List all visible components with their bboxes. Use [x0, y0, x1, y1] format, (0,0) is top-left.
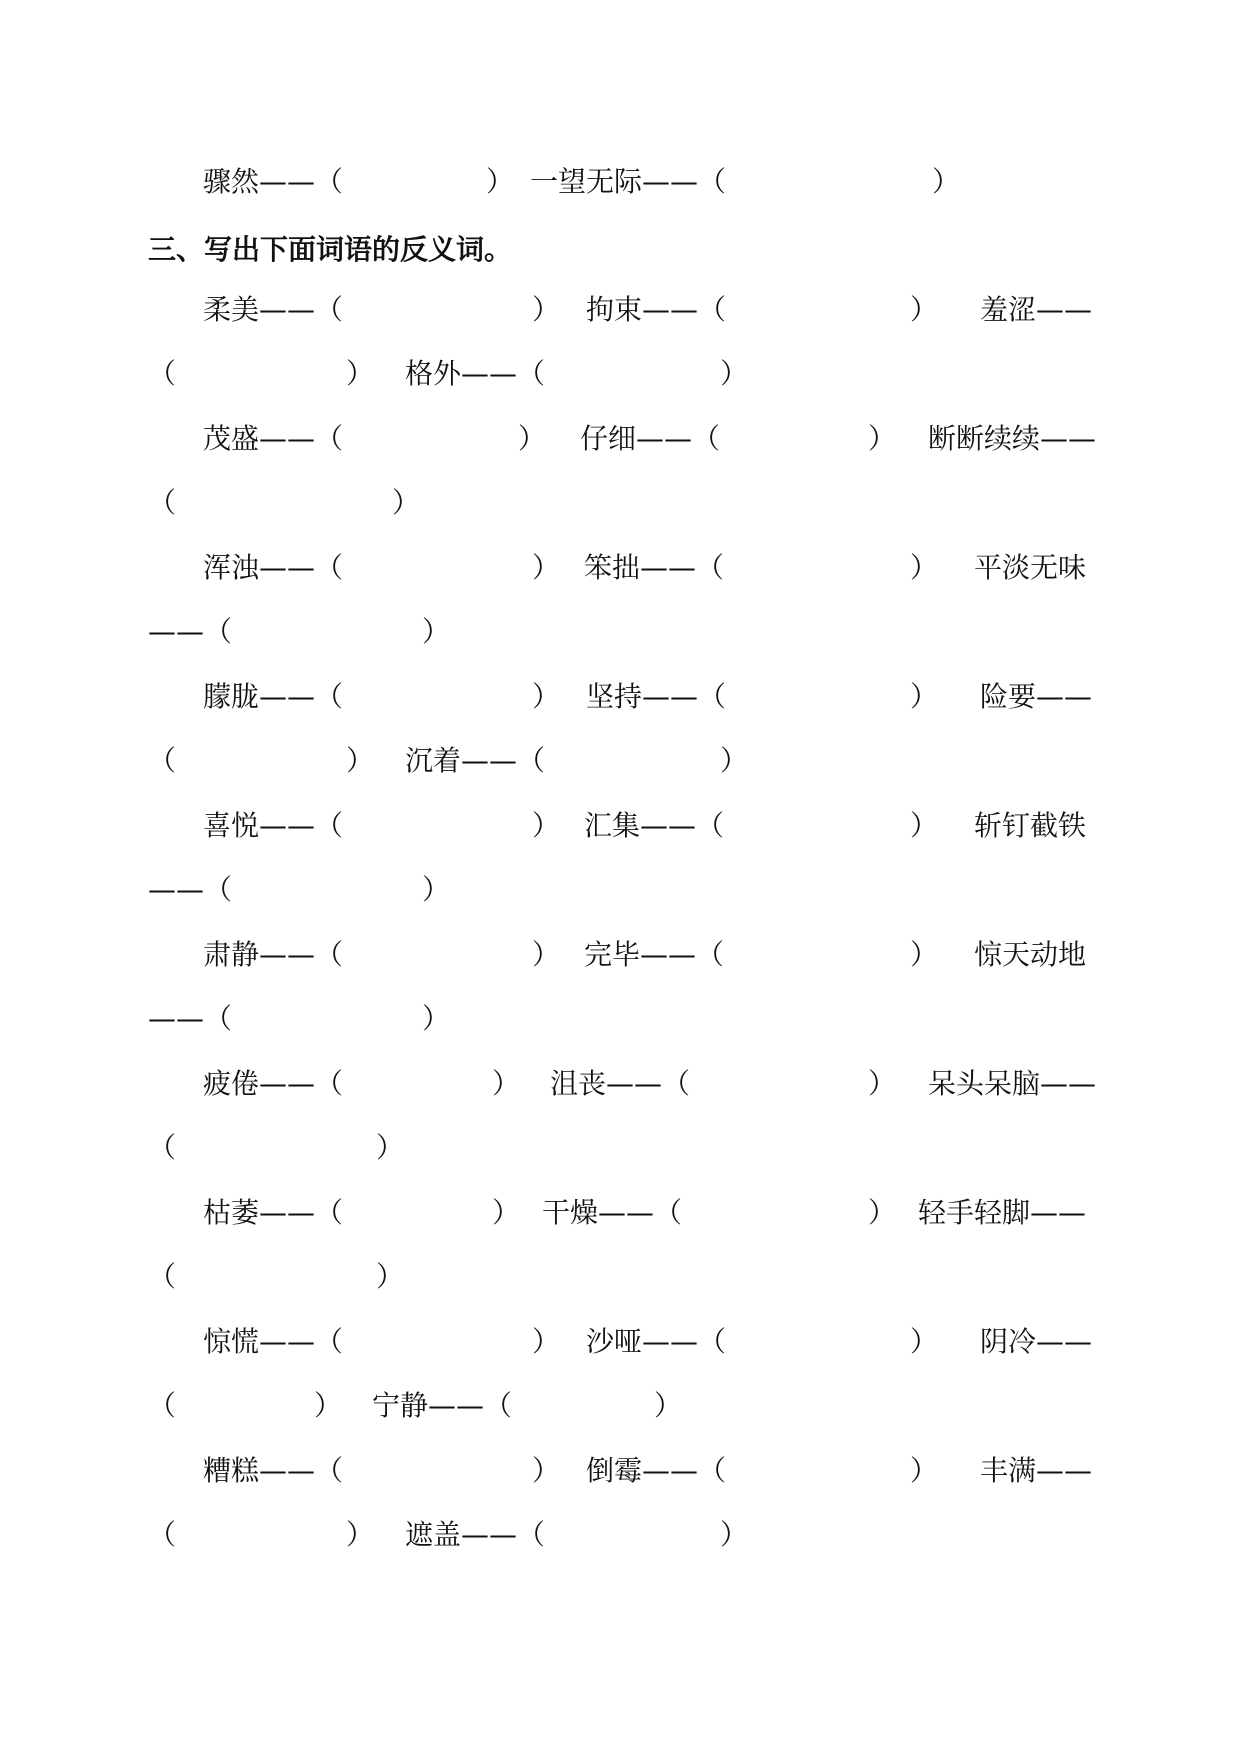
paren-close: ）	[868, 422, 897, 455]
word-entry: ——（	[148, 615, 233, 648]
row-line-a	[0, 1451, 1241, 1491]
paren-close: ）	[868, 1067, 897, 1100]
row-line-a	[0, 419, 1241, 459]
word-entry: 浑浊——（	[203, 551, 344, 584]
paren-close: ）	[532, 551, 561, 584]
paren-close: ）	[532, 1454, 561, 1487]
paren-close: ）	[910, 938, 939, 971]
word-entry: 茂盛——（	[203, 422, 344, 455]
paren-close: ）	[532, 1325, 561, 1358]
word-entry: 断断续续——	[928, 422, 1097, 455]
word-entry: 喜悦——（	[203, 809, 344, 842]
word-entry: 柔美——（	[203, 293, 344, 326]
paren-close: ）	[910, 1454, 939, 1487]
paren-open: （	[148, 486, 177, 519]
paren-close: ）	[314, 1389, 343, 1422]
paren-close: ）	[910, 551, 939, 584]
paren-close: ）	[422, 1002, 451, 1035]
row-line-b	[0, 999, 1241, 1039]
row-line-b	[0, 1257, 1241, 1297]
paren-open: （	[148, 744, 177, 777]
paren-open: （	[148, 1260, 177, 1293]
word-entry: 呆头呆脑——	[928, 1067, 1097, 1100]
word-entry: 糟糕——（	[203, 1454, 344, 1487]
word-entry: ——（	[148, 1002, 233, 1035]
paren-close: ）	[376, 1260, 405, 1293]
word-entry: 格外——（	[405, 357, 546, 390]
word-entry: 拘束——（	[586, 293, 727, 326]
section-heading: 三、写出下面词语的反义词。	[148, 233, 513, 266]
paren-close: ）	[346, 1518, 375, 1551]
row-line-a	[0, 935, 1241, 975]
row-line-b	[0, 483, 1241, 523]
paren-close: ）	[532, 293, 561, 326]
word-entry: 朦胧——（	[203, 680, 344, 713]
word-entry: ——（	[148, 873, 233, 906]
paren-close: ）	[422, 615, 451, 648]
top-line	[0, 162, 1241, 202]
paren-close: ）	[932, 165, 961, 198]
word-entry: 坚持——（	[586, 680, 727, 713]
paren-close: ）	[532, 680, 561, 713]
paren-close: ）	[532, 809, 561, 842]
word-entry: 一望无际——（	[530, 165, 727, 198]
word-entry: 汇集——（	[584, 809, 725, 842]
paren-open: （	[148, 1389, 177, 1422]
word-entry: 沮丧——（	[550, 1067, 691, 1100]
word-entry: 羞涩——	[980, 293, 1093, 326]
paren-close: ）	[720, 744, 749, 777]
word-entry: 沉着——（	[405, 744, 546, 777]
paren-close: ）	[492, 1196, 521, 1229]
word-entry: 轻手轻脚——	[918, 1196, 1087, 1229]
word-entry: 丰满——	[980, 1454, 1093, 1487]
row-line-b	[0, 741, 1241, 781]
paren-close: ）	[518, 422, 547, 455]
word-entry: 干燥——（	[542, 1196, 683, 1229]
paren-open: （	[148, 1131, 177, 1164]
word-entry: 骤然——（	[203, 165, 344, 198]
row-line-a	[0, 548, 1241, 588]
paren-close: ）	[654, 1389, 683, 1422]
row-line-b	[0, 1128, 1241, 1168]
paren-open: （	[148, 1518, 177, 1551]
row-line-b	[0, 354, 1241, 394]
word-entry: 疲倦——（	[203, 1067, 344, 1100]
paren-close: ）	[486, 165, 515, 198]
paren-open: （	[148, 357, 177, 390]
row-line-a	[0, 290, 1241, 330]
paren-close: ）	[346, 357, 375, 390]
word-entry: 倒霉——（	[586, 1454, 727, 1487]
paren-close: ）	[910, 809, 939, 842]
word-entry: 仔细——（	[580, 422, 721, 455]
word-entry: 沙哑——（	[586, 1325, 727, 1358]
paren-close: ）	[720, 357, 749, 390]
word-entry: 平淡无味	[974, 551, 1087, 584]
row-line-a	[0, 806, 1241, 846]
row-line-a	[0, 677, 1241, 717]
paren-close: ）	[492, 1067, 521, 1100]
word-entry: 枯萎——（	[203, 1196, 344, 1229]
paren-close: ）	[392, 486, 421, 519]
word-entry: 完毕——（	[584, 938, 725, 971]
paren-close: ）	[532, 938, 561, 971]
row-line-b	[0, 1515, 1241, 1555]
row-line-b	[0, 870, 1241, 910]
paren-close: ）	[910, 293, 939, 326]
word-entry: 肃静——（	[203, 938, 344, 971]
word-entry: 阴冷——	[980, 1325, 1093, 1358]
word-entry: 惊天动地	[974, 938, 1087, 971]
paren-close: ）	[346, 744, 375, 777]
paren-close: ）	[910, 680, 939, 713]
word-entry: 宁静——（	[372, 1389, 513, 1422]
word-entry: 笨拙——（	[584, 551, 725, 584]
paren-close: ）	[868, 1196, 897, 1229]
row-line-b	[0, 612, 1241, 652]
paren-close: ）	[720, 1518, 749, 1551]
paren-close: ）	[376, 1131, 405, 1164]
word-entry: 惊慌——（	[203, 1325, 344, 1358]
row-line-b	[0, 1386, 1241, 1426]
word-entry: 险要——	[980, 680, 1093, 713]
paren-close: ）	[422, 873, 451, 906]
row-line-a	[0, 1193, 1241, 1233]
row-line-a	[0, 1064, 1241, 1104]
word-entry: 斩钉截铁	[974, 809, 1087, 842]
word-entry: 遮盖——（	[405, 1518, 546, 1551]
paren-close: ）	[910, 1325, 939, 1358]
row-line-a	[0, 1322, 1241, 1362]
